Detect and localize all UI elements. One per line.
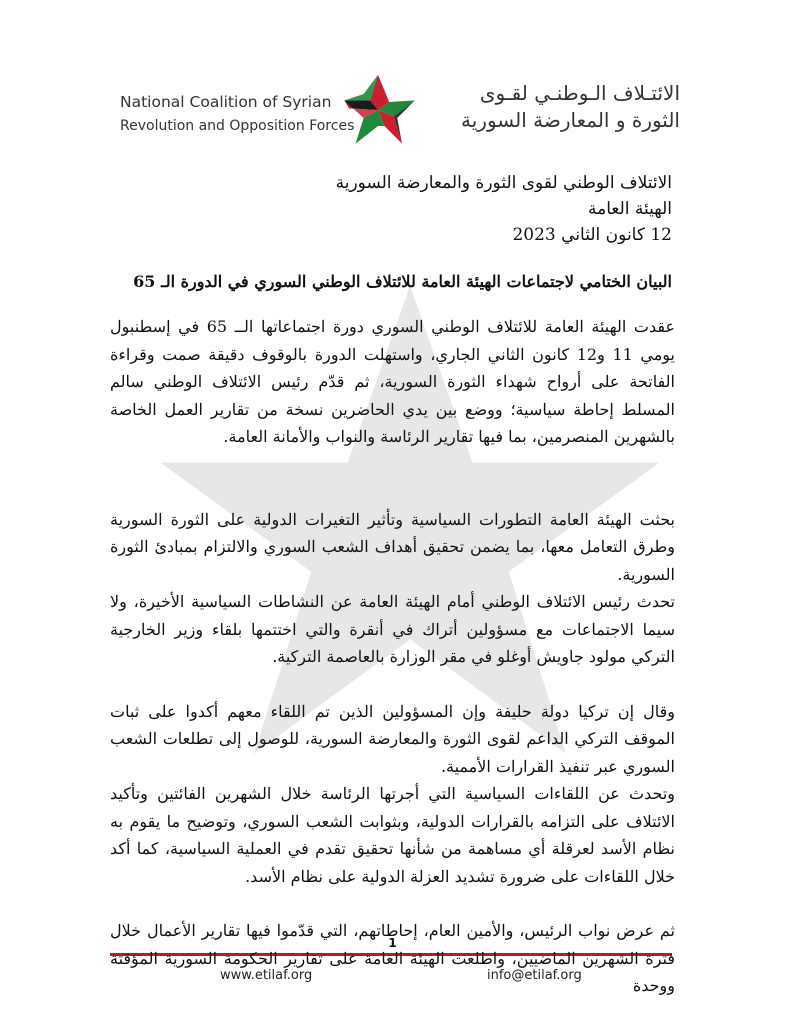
footer-website-link[interactable]: www.etilaf.org [220, 968, 313, 983]
paragraph: وقال إن تركيا دولة حليفة وإن المسؤولين الذين تم اللقاء معهم أكدوا على ثبات الموقف التركي الداعم لقوى الثورة والمعارضة السورية، للوصول إلى تطلعات الشعب السوري عبر تنفيذ القرارات الأممية. [110, 701, 675, 776]
paragraph: ثم عرض نواب الرئيس، والأمين العام، إحاطاتهم، التي قدّموا فيها تقارير الأعمال خلال فترة الشهرين الماضيين، واطلعت الهيئة العامة على تقارير الحكومة السورية المؤقتة ووحدة [110, 921, 675, 995]
meta-date: 12 كانون الثاني 2023 [512, 225, 672, 245]
footer-email-link[interactable]: info@etilaf.org [487, 968, 582, 983]
meta-body: الهيئة العامة [587, 199, 672, 219]
paragraph: تحدث رئيس الائتلاف الوطني أمام الهيئة العامة عن النشاطات السياسية الأخيرة، ولا سيما الاجتماعات مع مسؤولين أتراك في أنقرة والتي اختتمها بلقاء وزير الخارجية التركي مولود جاويش أوغلو في مقر الوزارة بالعاصمة التركية. [110, 592, 675, 666]
paragraph: عقدت الهيئة العامة للائتلاف الوطني السوري دورة اجتماعاتها الــ 65 في إسطنبول يومي 11 و12 كانون الثاني الجاري، واستهلت الدورة بالوقوف دقيقة صمت وقراءة الفاتحة على أرواح شهداء الثورة السورية، ثم قدّم رئيس الائتلاف الوطني سالم المسلط إحاطة سياسية؛ ووضع بين يدي الحاضرين نسخة من تقارير العمل الخاصة بالشهرين المنصرمين، بما فيها تقارير الرئاسة والنواب والأمانة العامة. [110, 317, 676, 446]
page-number: 1 [388, 936, 397, 950]
english-org-name [120, 90, 354, 138]
meta-organization: الائتلاف الوطني لقوى الثورة والمعارضة السورية [335, 173, 672, 193]
arabic-org-name [461, 80, 680, 134]
english-org-name-line1: National Coalition of Syrian [120, 93, 332, 111]
document-body [110, 313, 675, 1000]
coalition-star-logo-icon [338, 70, 418, 150]
arabic-org-name-line2: الثورة و المعارضة السورية [461, 108, 680, 132]
document-title: البيان الختامي لاجتماعات الهيئة العامة للائتلاف الوطني السوري في الدورة الـ 65 [133, 272, 672, 291]
arabic-org-name-line1: الائتـلاف الـوطنـي لقـوى [479, 81, 680, 105]
english-org-name-line2: Revolution and Opposition Forces [120, 118, 355, 134]
document-meta [336, 170, 672, 248]
paragraph: بحثت الهيئة العامة التطورات السياسية وتأثير التغيرات الدولية على الثورة السورية وطرق التعامل معها، بما يضمن تحقيق أهداف الشعب السوري والالتزام بمبادئ الثورة السورية. [110, 509, 675, 584]
letterhead [110, 60, 690, 150]
paragraph: وتحدث عن اللقاءات السياسية التي أجرتها الرئاسة خلال الشهرين الفائتين وتأكيد الائتلاف على التزامه بالقرارات الدولية، وبثوابت الشعب السوري، وتوضيح ما يقوم به نظام الأسد لعرقلة أي مساهمة من شأنها تحقيق تقدم في العملية السياسية، كما أكد خلال اللقاءات على ضرورة تشديد العزلة الدولية على نظام الأسد. [110, 784, 675, 886]
